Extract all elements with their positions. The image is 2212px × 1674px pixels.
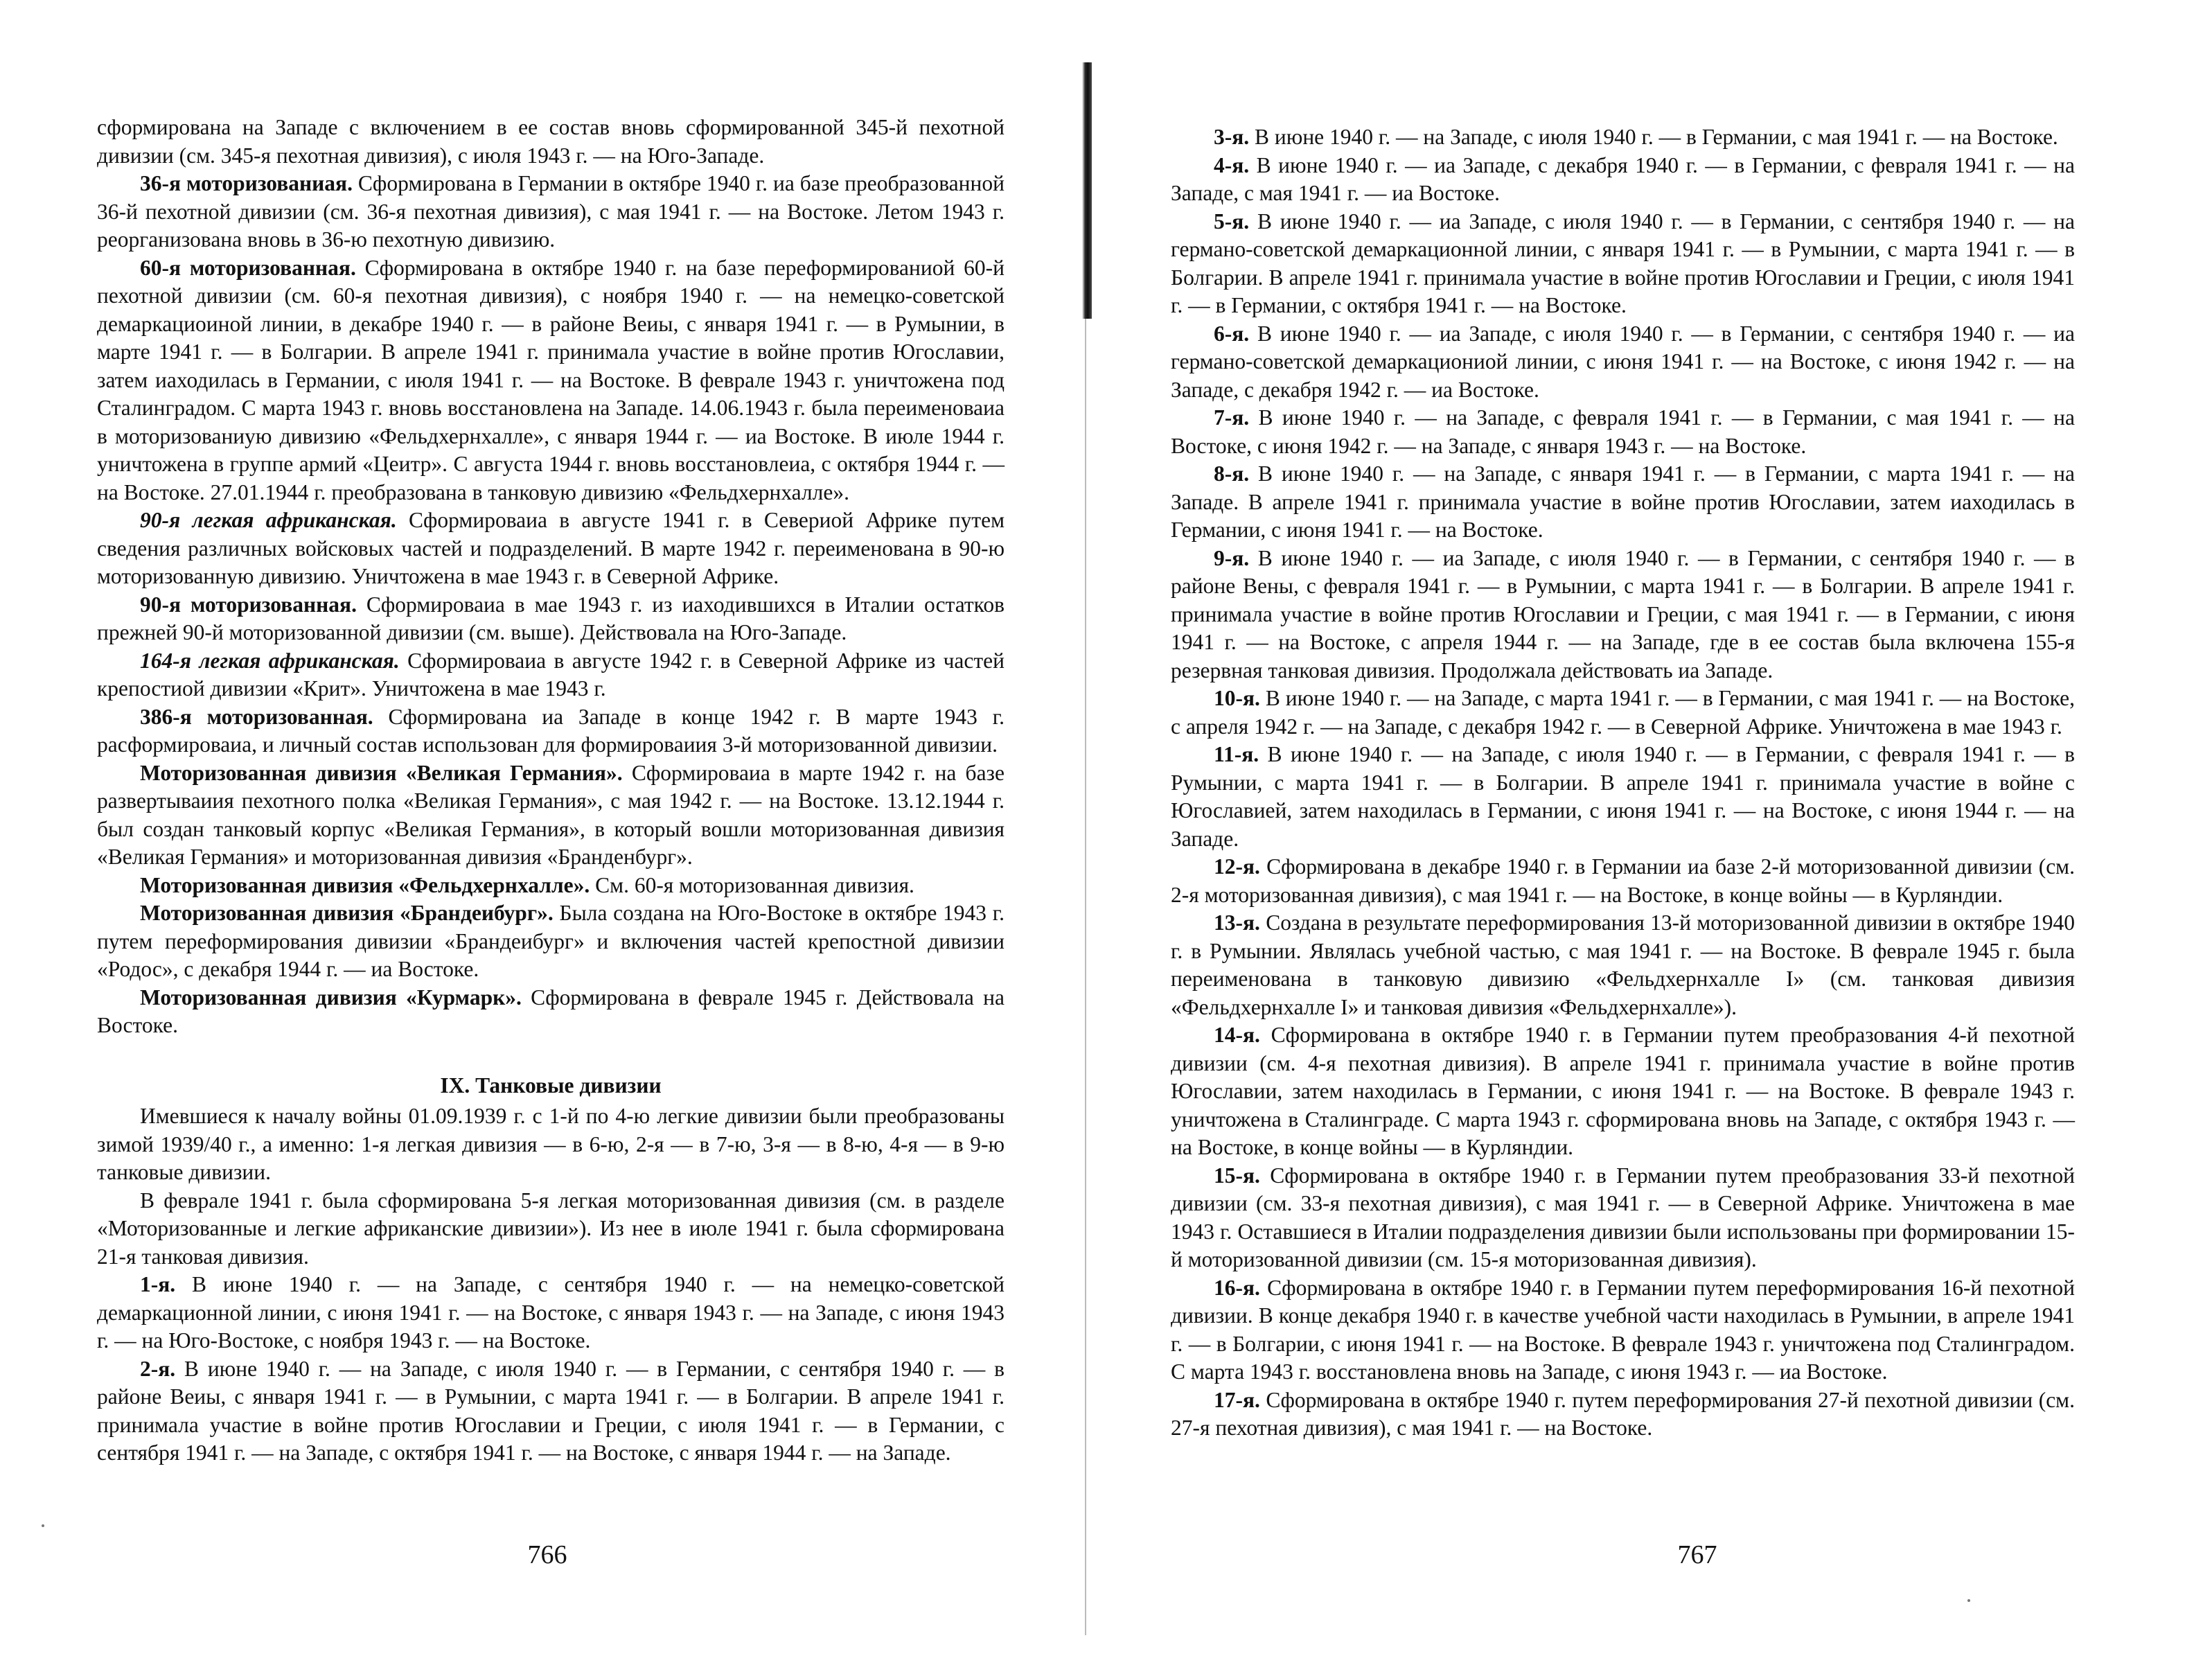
- division-name: 16-я.: [1214, 1275, 1260, 1300]
- paragraph: [97, 1355, 1005, 1468]
- left-page-text: [97, 114, 1005, 1468]
- paragraph-text: В июне 1940 г. — на Западе, с сентября 1940 г. — на немецко-советской демаркационной линии, с июня 1941 г. — на Востоке, с января 1943 г. — на Западе, с июня 1943 г. — на Юго-Востоке, с ноября 1943 г. — на Востоке.: [97, 1272, 1005, 1353]
- paragraph: [97, 1187, 1005, 1271]
- division-name: 5-я.: [1214, 209, 1250, 234]
- paragraph: [97, 254, 1005, 507]
- paragraph-text: сформирована на Западе с включением в ее состав вновь сформированной 345-й пехотной дивизии (см. 345-я пехотная дивизия), с июля 1943 г. — на Юго-Западе.: [97, 115, 1005, 168]
- division-name: 11-я.: [1214, 742, 1259, 766]
- division-name: 12-я.: [1214, 854, 1260, 879]
- paragraph: [97, 170, 1005, 254]
- paragraph: [1171, 320, 2075, 405]
- paragraph-text: В июне 1940 г. — на Западе, с марта 1941 г. — в Германии, с мая 1941 г. — на Востоке, с апреля 1942 г. — на Западе, с декабря 1942 г. — в Северной Африке. Уничтожена в мае 1943 г.: [1171, 686, 2075, 739]
- paragraph-text: Сформирована в октябре 1940 г. в Германии путем преобразования 4-й пехотной дивизии (см. 4-я пехотная дивизия). В апреле 1941 г. принимала участие в войне против Югославии, затем находилась в Германии, с июня 1941 г. — на Востоке. В феврале 1943 г. уничтожена в Сталинграде. С марта 1943 г. сформирована вновь на Западе, с октября 1943 г. — на Востоке, в конце войны — в Курляндии.: [1171, 1023, 2075, 1159]
- division-name: 90-я моторизованная.: [140, 592, 357, 617]
- paragraph: [97, 984, 1005, 1040]
- paragraph-text: Сформирована в октябре 1940 г. путем переформирования 27-й пехотной дивизии (см. 27-я пехотная дивизия), с мая 1941 г. — на Востоке.: [1171, 1387, 2075, 1440]
- paragraph: [97, 1102, 1005, 1187]
- paragraph-text: В июне 1940 г. — на Западе, с февраля 1941 г. — в Германии, с мая 1941 г. — на Востоке, с июня 1942 г. — на Западе, с января 1943 г. — на Востоке.: [1171, 405, 2075, 458]
- paragraph-text: Сформирована в Германии в октябре 1940 г. иа базе преобразованной 36-й пехотной дивизии (см. 36-я пехотная дивизия), с мая 1941 г. — на Востоке. Летом 1943 г. реорганизована вновь в 36-ю пехотную дивизию.: [97, 171, 1005, 252]
- paragraph: [97, 506, 1005, 591]
- right-page: [1095, 0, 2212, 1674]
- left-page: [0, 0, 1081, 1674]
- paragraph-text: Имевшиеся к началу войны 01.09.1939 г. с 1-й по 4-ю легкие дивизии были преобразованы зимой 1939/40 г., а именно: 1-я легкая дивизия — в 6-ю, 2-я — в 7-ю, 3-я — в 8-ю, 4-я — в 9-ю танковые дивизии.: [97, 1104, 1005, 1184]
- division-name: Моторизованная дивизия «Брандеибург».: [140, 901, 554, 925]
- division-name: 7-я.: [1214, 405, 1250, 430]
- paragraph-text: Была создана на Юго-Востоке в октябре 1943 г. путем переформирования дивизии «Брандеибург» и включения частей крепостной дивизии «Родос», с декабря 1944 г. — иа Востоке.: [97, 901, 1005, 981]
- paragraph-text: В июне 1940 г. — иа Западе, с декабря 1940 г. — в Германии, с февраля 1941 г. — на Западе, с мая 1941 г. — иа Востоке.: [1171, 152, 2075, 205]
- division-name: 10-я.: [1214, 686, 1260, 710]
- division-name: 8-я.: [1214, 461, 1250, 486]
- division-name: 60-я моторизованная.: [140, 255, 356, 280]
- paragraph-text: См. 60-я моторизованная дивизия.: [590, 872, 914, 897]
- paragraph-text: Сформироваиа в августе 1941 г. в Севериой Африке путем сведения различных войсковых частей и подразделений. В марте 1942 г. переименована в 90-ю моторизованную дивизию. Уничтожена в мае 1943 г. в Северной Африке.: [97, 508, 1005, 588]
- paragraph-text: В июне 1940 г. — на Западе, с июля 1940 г. — в Германии, с мая 1941 г. — на Востоке.: [1249, 125, 2058, 149]
- division-name: 17-я.: [1214, 1387, 1260, 1412]
- paragraph: [1171, 404, 2075, 460]
- paragraph: [1171, 853, 2075, 909]
- paragraph-text: Сформирована в октябре 1940 г. в Германии путем переформирования 16-й пехотной дивизии. В конце декабря 1940 г. в качестве учебной части находилась в Румынии, в апреле 1941 г. — в Болгарии, с июня 1941 г. — на Востоке. В феврале 1943 г. уничтожена под Сталинградом. С марта 1943 г. восстановлена вновь на Западе, с июня 1943 г. — иа Востоке.: [1171, 1275, 2075, 1384]
- paragraph-text: Сформирована в декабре 1940 г. в Германии иа базе 2-й моторизованной дивизии (см. 2-я моторизованная дивизия), с мая 1941 г. — на Востоке, в конце войны — в Курляндии.: [1171, 854, 2075, 907]
- paragraph-text: Сформирована в октябре 1940 г. на базе переформированиой 60-й пехотной дивизии (см. 60-я пехотная дивизия), с ноября 1940 г. — на немецко-советской демаркациоиной линии, в декабре 1940 г. — в районе Веиы, с января 1941 г. — в Румынии, в марте 1941 г. — в Болгарии. В апреле 1941 г. принимала участие в войне против Югославии, затем иаходилась в Германии, с июля 1941 г. — на Востоке. В феврале 1943 г. уничтожена под Сталинградом. С марта 1943 г. вновь восстановлена на Западе. 14.06.1943 г. была переименоваиа в моторизованиую дивизию «Фельдхернхалле», с января 1944 г. — иа Востоке. В июле 1944 г. уничтожена в группе армий «Цеитр». С августа 1944 г. вновь восстановлеиа, с октября 1944 г. — на Востоке. 27.01.1944 г. преобразована в танковую дивизию «Фельдхернхалле».: [97, 255, 1005, 504]
- division-name: 2-я.: [140, 1356, 176, 1381]
- division-name: 9-я.: [1214, 545, 1250, 570]
- paragraph: [1171, 460, 2075, 545]
- paragraph-text: Сформирована в феврале 1945 г. Действовала на Востоке.: [97, 985, 1005, 1037]
- paragraph-text: Сформирована в октябре 1940 г. в Германии путем преобразования 33-й пехотной дивизии (см. 33-я пехотная дивизия), с мая 1941 г. — в Северной Африке. Уничтожена в мае 1943 г. Оставшиеся в Италии подразделения дивизии были использованы при формировании 15-й моторизованной дивизии (см. 15-я моторизованная дивизия).: [1171, 1163, 2075, 1271]
- paragraph: [97, 114, 1005, 170]
- section-heading: IX. Танковые дивизии: [440, 1073, 662, 1098]
- paragraph-text: Сформироваиа в августе 1942 г. в Северной Африке из частей крепостиой дивизии «Крит». Уничтожена в мае 1943 г.: [97, 648, 1005, 701]
- paragraph: [97, 703, 1005, 759]
- page-fold-line: [1085, 319, 1086, 1635]
- paragraph: [1171, 909, 2075, 1021]
- paragraph: [97, 591, 1005, 647]
- binding-shadow: [1082, 62, 1092, 319]
- division-name: 36-я моторизованиая.: [140, 171, 353, 195]
- paragraph: [1171, 685, 2075, 741]
- paragraph: [1171, 208, 2075, 320]
- division-name: 3-я.: [1214, 125, 1250, 149]
- paragraph: [1171, 1386, 2075, 1443]
- paragraph-text: В июне 1940 г. — иа Западе, с июля 1940 г. — в Германии, с сентября 1940 г. — на германо-советской демаркационной линии, с января 1941 г. — в Румынии, с марта 1941 г. — в Болгарии. В апреле 1941 г. принимала участие в войне против Югославии и Греции, с июля 1941 г. — в Германии, с октября 1941 г. — на Востоке.: [1171, 209, 2075, 317]
- paragraph: [97, 872, 1005, 900]
- right-page-text: [1171, 123, 2075, 1443]
- paragraph-text: В июне 1940 г. — на Западе, с июля 1940 г. — в Германии, с сентября 1940 г. — в районе Веиы, с января 1941 г. — в Румынии, с марта 1941 г. — в Болгарии. В апреле 1941 г. принимала участие в войне против Югославии и Греции, с июля 1941 г. — в Германии, с сентября 1941 г. — на Западе, с октября 1941 г. — на Востоке, с января 1944 г. — на Западе.: [97, 1356, 1005, 1465]
- scan-speck: [1967, 1599, 1970, 1602]
- paragraph-text: В июне 1940 г. — иа Западе, с июля 1940 г. — в Германии, с сентября 1940 г. — в районе Вены, с февраля 1941 г. — в Румынии, с марта 1941 г. — в Болгарии. В апреле 1941 г. принимала участие в войне против Югославии и Греции, с мая 1941 г. — в Германии, с июня 1941 г. — на Востоке, с апреля 1944 г. — на Западе, где в ее состав была включена 155-я резервная танковая дивизия. Продолжала действовать иа Западе.: [1171, 545, 2075, 682]
- division-name: Моторизованная дивизия «Фельдхернхалле».: [140, 872, 590, 897]
- paragraph-text: Создана в результате переформирования 13-й моторизованной дивизии в октябре 1940 г. в Румынии. Являлась учебной частью, с мая 1941 г. — на Востоке. В феврале 1945 г. была переименована в танковую дивизию «Фельдхернхалле I» (см. танковая дивизия «Фельдхернхалле I» и танковая дивизия «Фельдхернхалле»).: [1171, 910, 2075, 1019]
- paragraph-text: В июне 1940 г. — на Западе, с января 1941 г. — в Германии, с марта 1941 г. — на Западе. В апреле 1941 г. принимала участие в войне против Югославии, затем иаходилась в Германии, с июня 1941 г. — на Востоке.: [1171, 461, 2075, 542]
- paragraph: [1171, 1021, 2075, 1162]
- division-name: 14-я.: [1214, 1023, 1260, 1047]
- paragraph-text: Сформироваиа в мае 1943 г. из иаходившихся в Италии остатков прежней 90-й моторизованной дивизии (см. выше). Действовала на Юго-Западе.: [97, 592, 1005, 644]
- division-name: 13-я.: [1214, 910, 1260, 935]
- scan-speck: [42, 1524, 44, 1527]
- division-name: Моторизованная дивизия «Курмарк».: [140, 985, 522, 1010]
- division-name: 15-я.: [1214, 1163, 1260, 1188]
- division-name: 164-я легкая африканская.: [140, 648, 400, 673]
- paragraph: [1171, 1162, 2075, 1274]
- division-name: 4-я.: [1214, 152, 1250, 177]
- paragraph: [1171, 1274, 2075, 1386]
- division-name: Моторизованная дивизия «Великая Германия».: [140, 760, 623, 785]
- paragraph: [97, 647, 1005, 703]
- paragraph: [1171, 545, 2075, 685]
- paragraph: [1171, 123, 2075, 152]
- paragraph-text: В июне 1940 г. — иа Западе, с июля 1940 г. — в Германии, с сентября 1940 г. — иа германо-советской демаркациониой линии, с июня 1941 г. — на Востоке, с июня 1942 г. — на Западе, с декабря 1942 г. — иа Востоке.: [1171, 321, 2075, 402]
- paragraph: [1171, 741, 2075, 853]
- paragraph: [97, 1271, 1005, 1355]
- division-name: 386-я моторизованная.: [140, 704, 373, 729]
- page-number-right: 767: [1677, 1540, 1717, 1569]
- paragraph: [97, 759, 1005, 872]
- paragraph: [1171, 152, 2075, 208]
- page-number-left: 766: [527, 1540, 567, 1569]
- paragraph: [97, 899, 1005, 984]
- paragraph-text: Сформироваиа в марте 1942 г. на базе развертываиия пехотного полка «Великая Германия», с мая 1942 г. — на Востоке. 13.12.1944 г. был создан танковый корпус «Великая Германия», в который вошли моторизованная дивизия «Великая Германия» и моторизованная дивизия «Бранденбург».: [97, 760, 1005, 869]
- division-name: 90-я легкая африканская.: [140, 508, 397, 532]
- division-name: 6-я.: [1214, 321, 1250, 346]
- paragraph-text: Сформирована иа Западе в конце 1942 г. В марте 1943 г. расформироваиа, и личный состав использован для формироваиия 3-й моторизованной дивизии.: [97, 704, 1005, 757]
- paragraph-text: В феврале 1941 г. была сформирована 5-я легкая моторизованная дивизия (см. в разделе «Моторизованные и легкие африканские дивизии»). Из нее в июле 1941 г. была сформирована 21-я танковая дивизия.: [97, 1188, 1005, 1269]
- division-name: 1-я.: [140, 1272, 176, 1296]
- paragraph-text: В июне 1940 г. — на Западе, с июля 1940 г. — в Германии, с февраля 1941 г. — в Румынии, с марта 1941 г. — в Болгарии. В апреле 1941 г. принимала участие в войне с Югославией, затем находилась в Германии, с июня 1941 г. — на Востоке, с июня 1944 г. — на Западе.: [1171, 742, 2075, 851]
